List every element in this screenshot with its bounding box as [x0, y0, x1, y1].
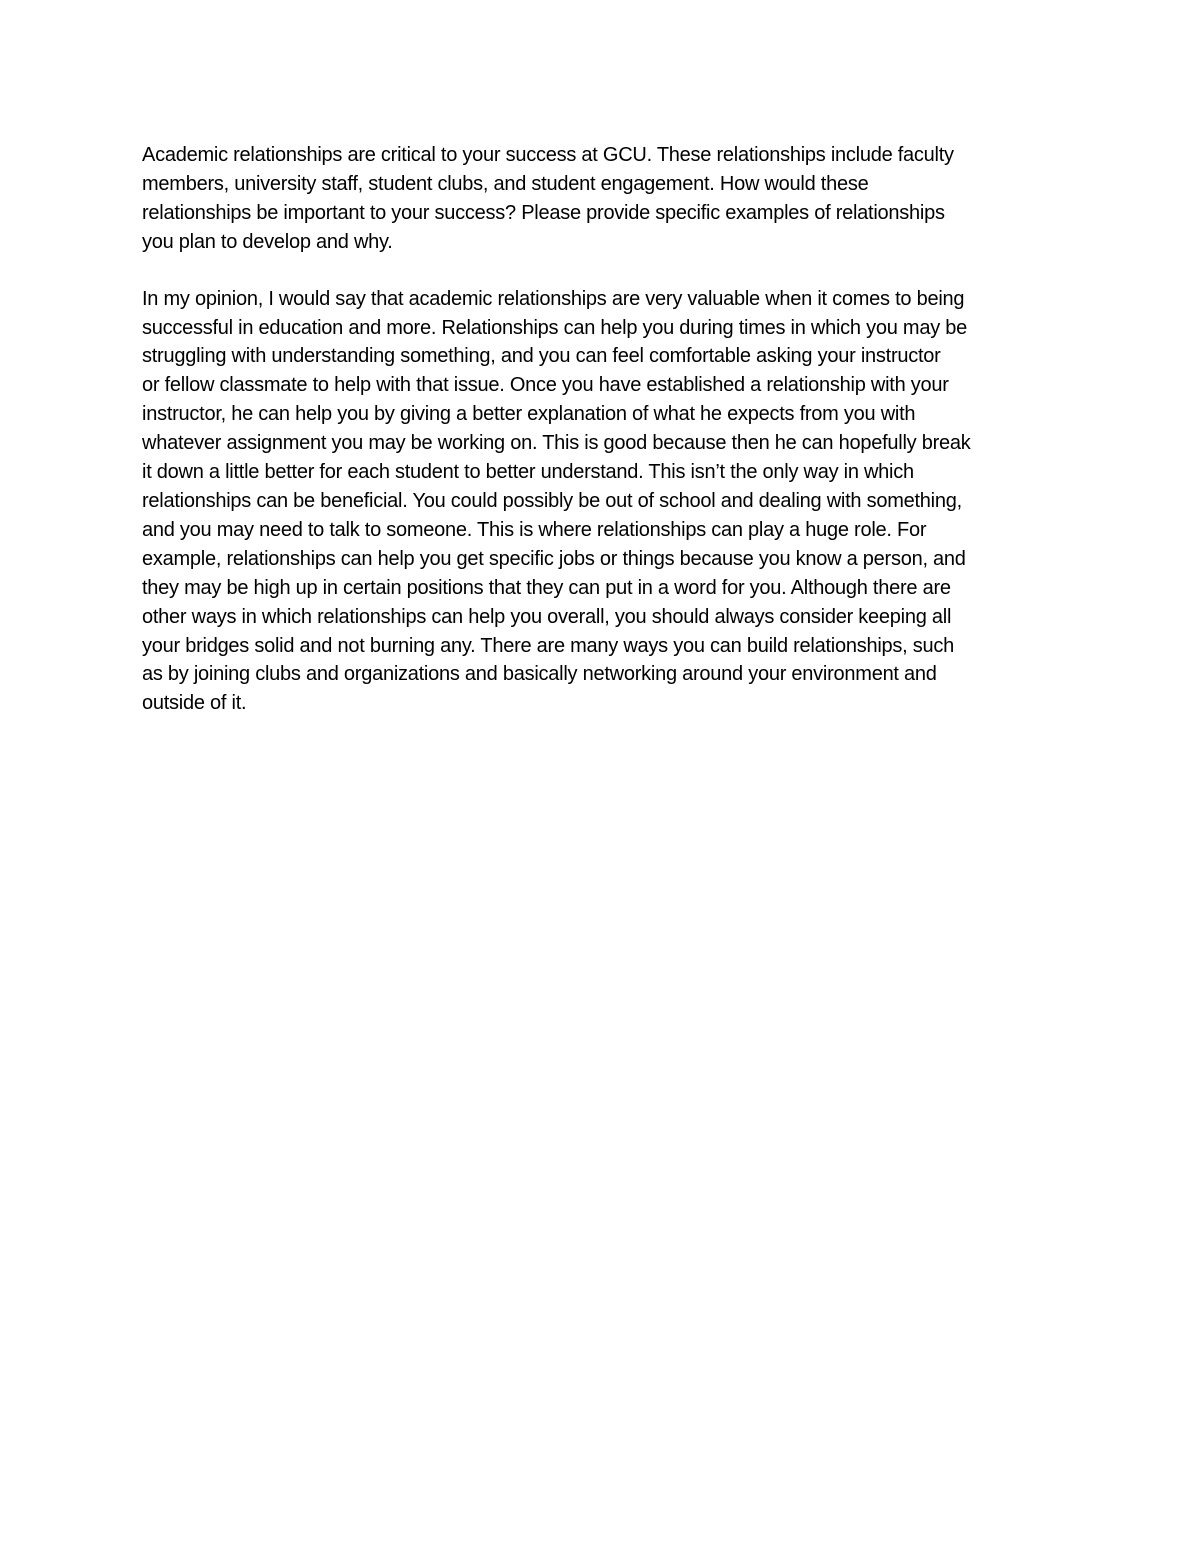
- text-line: or fellow classmate to help with that issue. Once you have established a relationship with your: [142, 374, 949, 397]
- text-line: other ways in which relationships can help you overall, you should always consider keeping all: [142, 605, 952, 628]
- text-line: outside of it.: [142, 692, 247, 715]
- text-line: relationships be important to your success? Please provide specific examples of relationships: [142, 201, 945, 224]
- response-paragraph: [142, 285, 1062, 719]
- text-line: it down a little better for each student to better understand. This isn’t the only way in which: [142, 461, 914, 484]
- document-body: [142, 141, 1062, 718]
- text-line: they may be high up in certain positions that they can put in a word for you. Although there are: [142, 576, 951, 599]
- text-line: struggling with understanding something, and you can feel comfortable asking your instructor: [142, 345, 941, 368]
- text-line: relationships can be beneficial. You could possibly be out of school and dealing with something,: [142, 489, 962, 512]
- text-line: your bridges solid and not burning any. There are many ways you can build relationships, such: [142, 634, 955, 657]
- text-line: whatever assignment you may be working on. This is good because then he can hopefully break: [142, 432, 971, 455]
- text-line: In my opinion, I would say that academic relationships are very valuable when it comes to being: [142, 287, 965, 310]
- text-line: members, university staff, student clubs, and student engagement. How would these: [142, 172, 869, 195]
- text-line: as by joining clubs and organizations and basically networking around your environment and: [142, 663, 937, 686]
- text-line: successful in education and more. Relationships can help you during times in which you may be: [142, 316, 967, 339]
- text-line: Academic relationships are critical to your success at GCU. These relationships include faculty: [142, 144, 954, 166]
- prompt-paragraph: [142, 141, 1062, 257]
- text-line: you plan to develop and why.: [142, 230, 393, 253]
- text-line: example, relationships can help you get specific jobs or things because you know a person, and: [142, 547, 966, 570]
- text-line: instructor, he can help you by giving a better explanation of what he expects from you with: [142, 403, 916, 426]
- text-line: and you may need to talk to someone. This is where relationships can play a huge role. For: [142, 518, 927, 541]
